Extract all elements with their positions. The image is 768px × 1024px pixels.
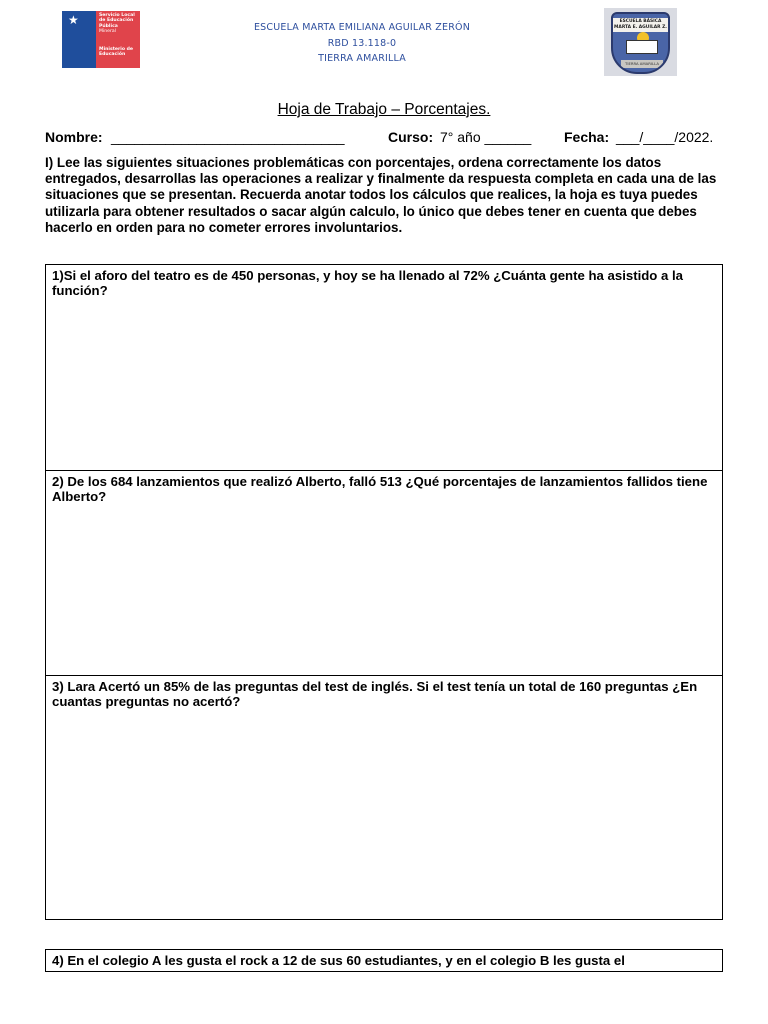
gobierno-logo (62, 11, 140, 68)
instructions-paragraph: I) Lee las siguientes situaciones problemáticas con porcentajes, ordena correctamente los datos entregados, desarrollas las operaciones a realizar y finalmente da respuesta completa en cada una de las situaciones que se presentan. Recuerda anotar todos los cálculos que realices, la hoja es tuya puedes utilizarla para obtener resultados o sacar algún calculo, lo único que debes tener en cuenta que debes hacerlo en orden para no cometer errores involuntarios. (45, 155, 717, 235)
school-location: TIERRA AMARILLA (318, 53, 406, 64)
nombre-field[interactable]: ______________________________ (111, 129, 345, 145)
question-box-1[interactable] (45, 264, 723, 471)
school-header (200, 20, 524, 67)
question-box-3[interactable] (45, 675, 723, 920)
shield-icon: ESCUELA BÁSICA MARTA E. AGUILAR Z. TIERRA AMARILLA (611, 12, 670, 74)
question-text: 3) Lara Acertó un 85% de las preguntas del test de inglés. Si el test tenía un total de 160 preguntas ¿En cuantas preguntas no acertó? (52, 679, 698, 709)
page-title: Hoja de Trabajo – Porcentajes. (277, 101, 491, 118)
school-name: ESCUELA MARTA EMILIANA AGUILAR ZERÓN (253, 22, 471, 33)
question-box-2[interactable] (45, 470, 723, 676)
logo-text: Servicio Local de Educación Pública Mineral Ministerio de Educación (96, 11, 140, 68)
question-text: 2) De los 684 lanzamientos que realizó Alberto, falló 513 ¿Qué porcentajes de lanzamientos fallidos tiene Alberto? (52, 474, 708, 504)
school-crest-logo (604, 8, 677, 76)
question-box-4[interactable] (45, 949, 723, 972)
question-text: 1)Si el aforo del teatro es de 450 personas, y hoy se ha llenado al 72% ¿Cuánta gente ha asistido a la función? (52, 268, 684, 298)
curso-label: Curso: (388, 129, 434, 145)
question-text: 4) En el colegio A les gusta el rock a 12 de sus 60 estudiantes, y en el colegio B les gusta el (52, 953, 625, 968)
fecha-label: Fecha: (564, 129, 610, 145)
curso-field[interactable]: 7° año ______ (440, 129, 532, 145)
star-icon: ★ (68, 13, 79, 27)
book-icon (626, 40, 658, 54)
fecha-field[interactable]: ___/____/2022. (616, 129, 714, 145)
nombre-label: Nombre: (45, 129, 103, 145)
school-rbd: RBD 13.118-0 (327, 37, 397, 49)
